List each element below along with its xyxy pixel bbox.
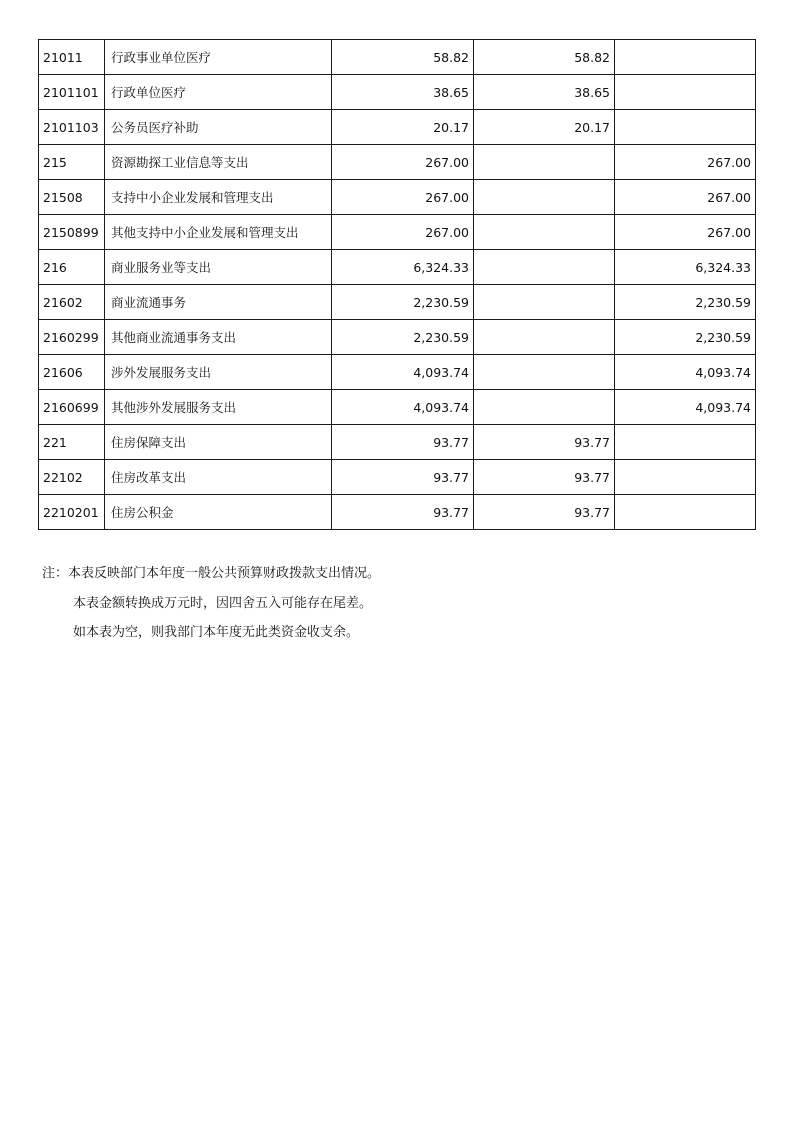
basic-expenditure-cell <box>474 145 615 180</box>
project-expenditure-cell: 2,230.59 <box>615 285 756 320</box>
basic-expenditure-cell <box>474 250 615 285</box>
subject-name-cell: 住房改革支出 <box>105 460 332 495</box>
total-amount-cell: 93.77 <box>332 460 474 495</box>
table-row <box>39 320 756 355</box>
table-row <box>39 390 756 425</box>
total-amount-cell: 267.00 <box>332 145 474 180</box>
total-amount-cell: 267.00 <box>332 180 474 215</box>
subject-name-cell: 支持中小企业发展和管理支出 <box>105 180 332 215</box>
note-line-empty: 如本表为空，则我部门本年度无此类资金收支余。 <box>73 625 360 640</box>
project-expenditure-cell: 2,230.59 <box>615 320 756 355</box>
basic-expenditure-cell: 93.77 <box>474 495 615 530</box>
table-row <box>39 40 756 75</box>
table-row <box>39 180 756 215</box>
project-expenditure-cell <box>615 495 756 530</box>
budget-expenditure-table <box>38 39 756 530</box>
subject-name-cell: 公务员医疗补助 <box>105 110 332 145</box>
total-amount-cell: 6,324.33 <box>332 250 474 285</box>
total-amount-cell: 2,230.59 <box>332 320 474 355</box>
subject-name-cell: 涉外发展服务支出 <box>105 355 332 390</box>
subject-name-cell: 住房公积金 <box>105 495 332 530</box>
project-expenditure-cell <box>615 425 756 460</box>
subject-name-cell: 商业服务业等支出 <box>105 250 332 285</box>
subject-name-cell: 其他涉外发展服务支出 <box>105 390 332 425</box>
subject-code-cell: 21508 <box>39 180 105 215</box>
table-row <box>39 495 756 530</box>
basic-expenditure-cell <box>474 285 615 320</box>
subject-name-cell: 资源勘探工业信息等支出 <box>105 145 332 180</box>
project-expenditure-cell: 4,093.74 <box>615 355 756 390</box>
project-expenditure-cell: 267.00 <box>615 215 756 250</box>
subject-name-cell: 住房保障支出 <box>105 425 332 460</box>
note-line-scope: 注：本表反映部门本年度一般公共预算财政拨款支出情况。 <box>42 566 381 581</box>
project-expenditure-cell <box>615 460 756 495</box>
table-row <box>39 285 756 320</box>
table-row <box>39 425 756 460</box>
total-amount-cell: 93.77 <box>332 425 474 460</box>
table-row <box>39 355 756 390</box>
table-row <box>39 110 756 145</box>
project-expenditure-cell: 267.00 <box>615 180 756 215</box>
basic-expenditure-cell <box>474 320 615 355</box>
subject-code-cell: 215 <box>39 145 105 180</box>
total-amount-cell: 4,093.74 <box>332 355 474 390</box>
basic-expenditure-cell: 93.77 <box>474 460 615 495</box>
basic-expenditure-cell <box>474 180 615 215</box>
total-amount-cell: 20.17 <box>332 110 474 145</box>
subject-name-cell: 其他商业流通事务支出 <box>105 320 332 355</box>
subject-name-cell: 行政事业单位医疗 <box>105 40 332 75</box>
subject-code-cell: 216 <box>39 250 105 285</box>
table-row <box>39 75 756 110</box>
basic-expenditure-cell: 20.17 <box>474 110 615 145</box>
subject-name-cell: 其他支持中小企业发展和管理支出 <box>105 215 332 250</box>
basic-expenditure-cell: 93.77 <box>474 425 615 460</box>
basic-expenditure-cell: 58.82 <box>474 40 615 75</box>
total-amount-cell: 38.65 <box>332 75 474 110</box>
project-expenditure-cell <box>615 110 756 145</box>
subject-code-cell: 2210201 <box>39 495 105 530</box>
table-notes <box>42 559 380 648</box>
subject-code-cell: 2101103 <box>39 110 105 145</box>
subject-code-cell: 21011 <box>39 40 105 75</box>
project-expenditure-cell: 267.00 <box>615 145 756 180</box>
basic-expenditure-cell <box>474 390 615 425</box>
subject-code-cell: 21602 <box>39 285 105 320</box>
subject-name-cell: 商业流通事务 <box>105 285 332 320</box>
total-amount-cell: 2,230.59 <box>332 285 474 320</box>
table-row <box>39 250 756 285</box>
basic-expenditure-cell <box>474 355 615 390</box>
total-amount-cell: 4,093.74 <box>332 390 474 425</box>
subject-code-cell: 2160699 <box>39 390 105 425</box>
table-body <box>39 40 756 530</box>
subject-code-cell: 22102 <box>39 460 105 495</box>
project-expenditure-cell <box>615 40 756 75</box>
subject-code-cell: 2150899 <box>39 215 105 250</box>
total-amount-cell: 93.77 <box>332 495 474 530</box>
table-row <box>39 460 756 495</box>
basic-expenditure-cell: 38.65 <box>474 75 615 110</box>
table-row <box>39 215 756 250</box>
total-amount-cell: 267.00 <box>332 215 474 250</box>
subject-code-cell: 2101101 <box>39 75 105 110</box>
subject-name-cell: 行政单位医疗 <box>105 75 332 110</box>
table-row <box>39 145 756 180</box>
total-amount-cell: 58.82 <box>332 40 474 75</box>
subject-code-cell: 2160299 <box>39 320 105 355</box>
basic-expenditure-cell <box>474 215 615 250</box>
project-expenditure-cell: 4,093.74 <box>615 390 756 425</box>
project-expenditure-cell: 6,324.33 <box>615 250 756 285</box>
subject-code-cell: 21606 <box>39 355 105 390</box>
project-expenditure-cell <box>615 75 756 110</box>
note-line-rounding: 本表金额转换成万元时，因四舍五入可能存在尾差。 <box>73 595 373 611</box>
subject-code-cell: 221 <box>39 425 105 460</box>
